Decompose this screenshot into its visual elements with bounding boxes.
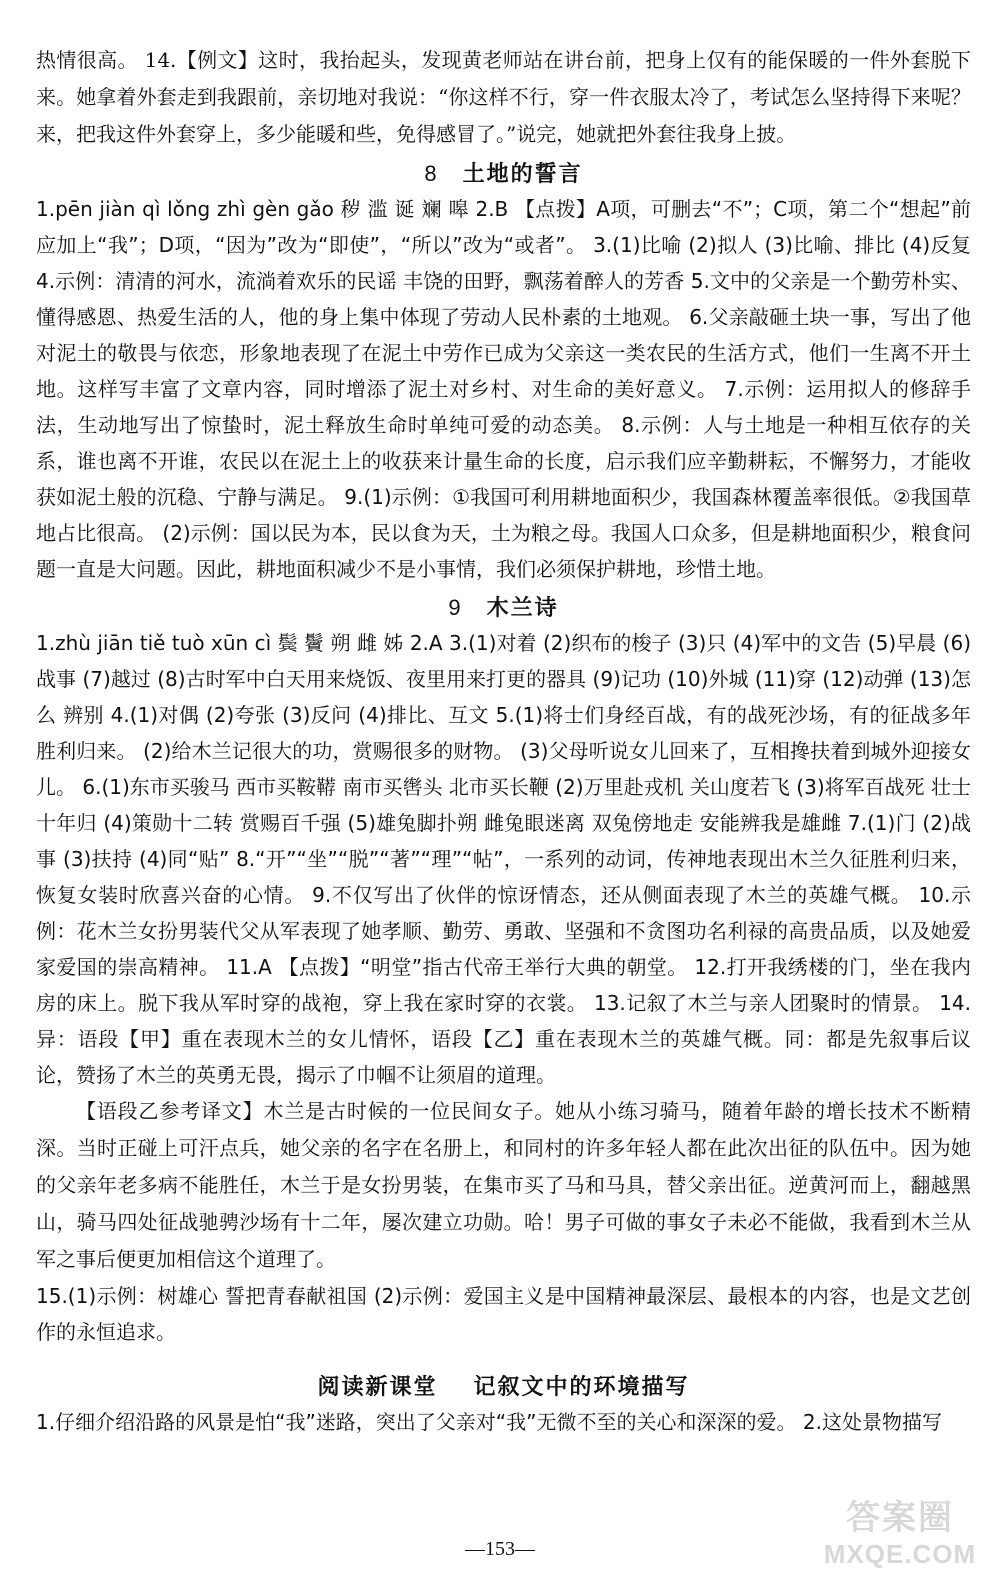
page-number: —153— <box>465 1538 535 1560</box>
reading-answers: 1.仔细介绍沿路的风景是怕“我”迷路，突出了父亲对“我”无微不至的关心和深深的爱。 2.这处景物描写 <box>36 1410 942 1434</box>
section-9-answers: 1.zhù jiān tiě tuò xūn cì 鬓 鬢 朔 雌 姊 2.A 3.(1)对着 (2)织布的梭子 (3)只 (4)军中的文告 (5)早晨 (6)战事 (7)越过 (8)古时军中白天用来烧饭、夜里用来打更的器具 (9)记功 (10)外城 (11)穿 (12)动弹 (13)怎么 辨别 4.(1)对偶 (2)夸张 (3)反问 (4)排比、互文 5.(1)将士们身经百战，有的战死沙场，有的征战多年胜利归来。 (2)给木兰记很大的功，赏赐很多的财物。 (3)父母听说女儿回来了，互相搀扶着到城外迎接女儿。 6.(1)东市买骏马 西市买鞍鞯 南市买辔头 北市买长鞭 (2)万里赴戎机 关山度若飞 (3)将军百战死 壮士十年归 (4)策勋十二转 赏赐百千强 (5)雄兔脚扑朔 雌兔眼迷离 双兔傍地走 安能辨我是雄雌 7.(1)门 (2)战事 (3)扶持 (4)同“贴” 8.“开”“坐”“脱”“著”“理”“帖”，一系列的动词，传神地表现出木兰久征胜利归来，恢复女装时欣喜兴奋的心情。 9.不仅写出了伙伴的惊讶情态，还从侧面表现了木兰的英雄气概。 10.示例：花木兰女扮男装代父从军表现了她孝顺、勤劳、勇敢、坚强和不贪图功名利禄的高贵品质，以及她爱家爱国的崇高精神。 11.A 【点拨】“明堂”指古代帝王举行大典的朝堂。 12.打开我绣楼的门，坐在我内房的床上。脱下我从军时穿的战袍，穿上我在家时穿的衣裳。 13.记叙了木兰与亲人团聚时的情景。 14.异：语段【甲】重在表现木兰的女儿情怀，语段【乙】重在表现木兰的英雄气概。同：都是先叙事后议论，赞扬了木兰的英勇无畏，揭示了巾帼不让须眉的道理。 <box>36 631 971 1087</box>
section-9-question-15: 15.(1)示例：树雄心 誓把青春献祖国 (2)示例：爱国主义是中国精神最深层、最根本的内容，也是文艺创作的永恒追求。 <box>36 1284 971 1344</box>
section-8-answers: 1.pēn jiàn qì lǒng zhì gèn gǎo 秽 滥 诞 斓 嗥 2.B 【点拨】A项，可删去“不”；C项，第二个“想起”前应加上“我”；D项，“因为”改为“即使”，“所以”改为“或者”。 3.(1)比喻 (2)拟人 (3)比喻、排比 (4)反复 4.示例：清清的河水，流淌着欢乐的民谣 丰饶的田野，飘荡着醉人的芳香 5.文中的父亲是一个勤劳朴实、懂得感恩、热爱生活的人，他的身上集中体现了劳动人民朴素的土地观。 6.父亲敲砸土块一事，写出了他对泥土的敬畏与依恋，形象地表现了在泥土中劳作已成为父亲这一类农民的生活方式，他们一生离不开土地。这样写丰富了文章内容，同时增添了泥土对乡村、对生命的美好意义。 7.示例：运用拟人的修辞手法，生动地写出了惊蛰时，泥土释放生命时单纯可爱的动态美。 8.示例：人与土地是一种相互依存的关系，谁也离不开谁，农民以在泥土上的收获来计量生命的长度，启示我们应辛勤耕耘，不懈努力，才能收获如泥土般的沉稳、宁静与满足。 9.(1)示例：①我国可利用耕地面积少，我国森林覆盖率很低。②我国草地占比很高。 (2)示例：国以民为本，民以食为天，土为粮之母。我国人口众多，但是耕地面积少，粮食问题一直是大问题。因此，耕地面积减少不是小事情，我们必须保护耕地，珍惜土地。 <box>36 197 971 581</box>
section-title: 木兰诗 <box>486 595 559 621</box>
reading-heading <box>36 1370 971 1401</box>
watermark-line1: 答案圈 <box>846 1499 954 1537</box>
section-number: 8 <box>424 161 439 186</box>
section-9-translation: 【语段乙参考译文】木兰是古时候的一位民间女子。她从小练习骑马，随着年龄的增长技术不断精深。当时正碰上可汗点兵，她父亲的名字在名册上，和同村的许多年轻人都在此次出征的队伍中。因为她的父亲年老多病不能胜任，木兰于是女扮男装，在集市买了马和马具，替父亲出征。逆黄河而上，翻越黑山，骑马四处征战驰骋沙场有十二年，屡次建立功勋。哈！男子可做的事女子未必不能做，我看到木兰从军之事后便更加相信这个道理了。 <box>36 1099 971 1271</box>
section-heading-8 <box>36 157 971 188</box>
reading-title-a: 阅读新课堂 <box>317 1374 438 1400</box>
section-heading-9 <box>36 591 971 622</box>
section-number: 9 <box>448 595 463 620</box>
watermark-line2: MXQE.COM <box>823 1539 977 1569</box>
intro-paragraph: 热情很高。 14.【例文】这时，我抬起头，发现黄老师站在讲台前，把身上仅有的能保暖的一件外套脱下来。她拿着外套走到我跟前，亲切地对我说：“你这样不行，穿一件衣服太冷了，考试怎么坚持得下来呢？来，把我这件外套穿上，多少能暖和些，免得感冒了。”说完，她就把外套往我身上披。 <box>36 48 971 146</box>
reading-title-b: 记叙文中的环境描写 <box>473 1374 690 1400</box>
page-content <box>36 42 971 1440</box>
watermark-logo <box>810 1490 990 1580</box>
section-title: 土地的誓言 <box>462 161 583 187</box>
